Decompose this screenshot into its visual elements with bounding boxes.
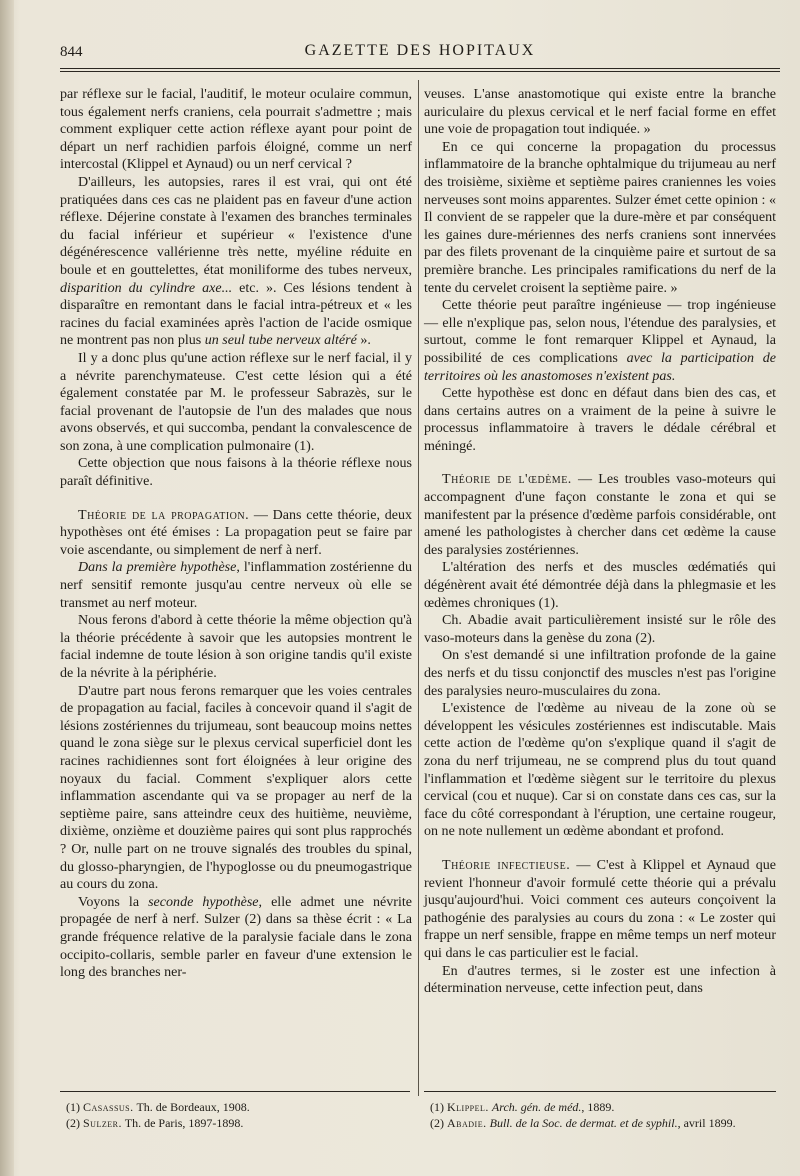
- paragraph: Cette objection que nous faisons à la théorie réflexe nous paraît définitive.: [60, 455, 412, 490]
- paragraph: En d'autres termes, si le zoster est une infection à détermination nerveuse, cette infection peut, dans: [424, 962, 776, 997]
- paragraph: L'altération des nerfs et des muscles œdématiés qui dégénèrent avait été démontrée déjà dans la phlegmasie et les œdèmes chroniques (1).: [424, 559, 776, 611]
- paragraph: D'autre part nous ferons remarquer que les voies centrales de propagation au facial, faciles à concevoir quand il s'agit de lésions zostériennes du trijumeau, sont beaucoup moins nettes quand le zona siège sur le plexus cervical superficiel dont les racines rachidiennes sont fort éloignées à leur origine des noyaux du facial. Comment s'expliquer alors cette inflammation ascendante qui va se propager au nerf de la septième paire, sans atteindre ceux des huitième, neuvième, dixième, onzième et douzième paires qui sont plus rapprochés ? Or, nulle part on ne trouve signalés des troubles du spinal, du glosso-pharyngien, de l'hypoglosse ou du pneumogastrique au cours du zona.: [60, 682, 412, 893]
- paragraph: Cette théorie peut paraître ingénieuse — trop ingénieuse — elle n'explique pas, selon nous, l'étendue des paralysies, et surtout, comme le font remarquer Klippel et Aynaud, la possibilité de ces complications avec la participation de territoires où les anastomoses n'existent pas.: [424, 297, 776, 384]
- header-rule: [60, 68, 780, 69]
- footnote: (1) Klippel. Arch. gén. de méd., 1889.: [430, 1100, 615, 1114]
- column-divider: [418, 80, 419, 1096]
- paragraph: Ch. Abadie avait particulièrement insisté sur le rôle des vaso-moteurs dans la genèse du zona (2).: [424, 612, 776, 646]
- paragraph: veuses. L'anse anastomotique qui existe entre la branche auriculaire du plexus cervical et le nerf facial forme en effet une voie de propagation tout indiquée. »: [424, 86, 776, 138]
- section-title: Théorie de la propagation.: [78, 506, 250, 523]
- paragraph: Voyons la seconde hypothèse, elle admet une névrite propagée de nerf à nerf. Sulzer (2) dans sa thèse écrit : « La grande fréquence relative de la paralysie faciale dans le zona occipito-collaris, semble parler en faveur d'une extension le long des branches ner-: [60, 893, 413, 981]
- binding-edge: [0, 0, 14, 1176]
- footnotes-right: [430, 1100, 776, 1131]
- footnotes-left: [66, 1100, 410, 1131]
- page-header: [60, 40, 780, 66]
- paragraph: Cette hypothèse est donc en défaut dans bien des cas, et dans certains autres on a vraiment de la peine à suivre le processus inflammatoire à travers le dédale cérébral et méningé.: [424, 385, 776, 454]
- right-column: [424, 86, 776, 998]
- footnote: (2) Sulzer. Th. de Paris, 1897-1898.: [66, 1115, 244, 1130]
- left-column: [60, 86, 412, 982]
- paragraph: D'ailleurs, les autopsies, rares il est vrai, qui ont été pratiquées dans ces cas ne plaident pas en faveur d'une action réflexe. Déjerine constate à l'examen des branches terminales du facial inférieur et supérieur « l'existence d'une dégénérescence vallérienne très nette, myéline réduite en boule et en gouttelettes, état moniliforme des tubes nerveux, disparition du cylindre axe... etc. ». Ces lésions tendent à disparaître en remontant dans le facial intra-pétreux et « les racines du facial examinées après l'action de l'acide osmique ne montrent pas non plus un seul tube nerveux altéré ».: [60, 173, 412, 349]
- page-number: 844: [60, 44, 83, 60]
- paragraph: Nous ferons d'abord à cette théorie la même objection qu'à la théorie précédente à savoir que les autopsies montrent le facial indemne de toute lésion à son origine tandis qu'il existe de la névrite à la périphérie.: [60, 612, 412, 681]
- section-theorie-infectieuse: Théorie infectieuse. — C'est à Klippel et Aynaud que revient l'honneur d'avoir formulé cette théorie qui a prévalu jusqu'aujourd'hui. Voici comment ces auteurs conçoivent la pathogénie des paralysies au cours du zona : « Le zoster qui frappe un nerf sensible, frappe en même temps un nerf moteur qui dans le cas particulier est le facial.: [424, 856, 776, 961]
- paragraph: L'existence de l'œdème au niveau de la zone où se développent les vésicules zostériennes est indiscutable. Mais cette action de l'œdème qu'on s'explique quand il s'agit de zona du nerf trijumeau, ne se comprend plus du tout quand l'inflammation et l'œdème siègent sur le territoire du plexus cervical (cou et nuque). Car si on constate dans ces cas, sur la face du côté correspondant à l'éruption, une certaine rougeur, on ne note nullement un œdème abondant et profond.: [424, 700, 776, 840]
- running-title: GAZETTE DES HOPITAUX: [304, 42, 536, 59]
- section-theorie-oedeme: Théorie de l'œdème. — Les troubles vaso-moteurs qui accompagnent d'une façon constante le zona et qui se manifestent par la présence d'œdème parfois considérable, ont amené les pathologistes à chercher dans cet œdème la cause des paralysies zostériennes.: [424, 471, 777, 558]
- paragraph: par réflexe sur le facial, l'auditif, le moteur oculaire commun, tous également nerfs craniens, cela pourrait s'admettre ; mais comment expliquer cette action réflexe ayant pour point de départ un nerf rachidien parfois éloigné, comme un nerf intercostal (Klippel et Aynaud) ou un nerf cervical ?: [60, 86, 412, 173]
- paragraph: On s'est demandé si une infiltration profonde de la gaine des nerfs et du tissu conjonctif des muscles n'est pas l'origine des paralysies neuro-musculaires du zona.: [424, 647, 776, 699]
- section-theorie-propagation: Théorie de la propagation. — Dans cette théorie, deux hypothèses ont été émises : La propagation peut se faire par voie ascendante, ou simplement de nerf à nerf.: [60, 506, 412, 558]
- footnote: (1) Casassus. Th. de Bordeaux, 1908.: [66, 1100, 250, 1114]
- paragraph: Dans la première hypothèse, l'inflammation zostérienne du nerf sensitif remonte jusqu'au centre nerveux où elle se transmet au nerf moteur.: [60, 559, 412, 611]
- section-title: Théorie de l'œdème.: [442, 471, 572, 488]
- header-rule-double: [60, 71, 780, 72]
- footnote-rule-right: [424, 1091, 776, 1092]
- paragraph: En ce qui concerne la propagation du processus inflammatoire de la branche ophtalmique du trijumeau au nerf des troisième, sixième et septième paires craniennes les voies nerveuses sont moins apparentes. Sulzer émet cette opinion : « Il convient de se rappeler que la dure-mère et par conséquent les gaines dure-mériennes des nerfs craniens sont innervées par des filets provenant de la cinquième paire et surtout de sa première branche. Les principales ramifications du nerf de la tente du cervelet croisent la septième paire. »: [424, 138, 776, 296]
- footnote-rule-left: [60, 1091, 410, 1092]
- footnote: (2) Abadie. Bull. de la Soc. de dermat. et de syphil., avril 1899.: [430, 1115, 736, 1130]
- paragraph: Il y a donc plus qu'une action réflexe sur le nerf facial, il y a névrite parenchymateuse. C'est cette lésion qui a été également constatée par M. le professeur Sabrazès, sur le facial provenant de l'autopsie de l'un des malades que nous avons observés, et qui succomba, pendant la convalescence de son zona, à une complication pulmonaire (1).: [60, 349, 412, 454]
- section-title: Théorie infectieuse.: [442, 856, 571, 873]
